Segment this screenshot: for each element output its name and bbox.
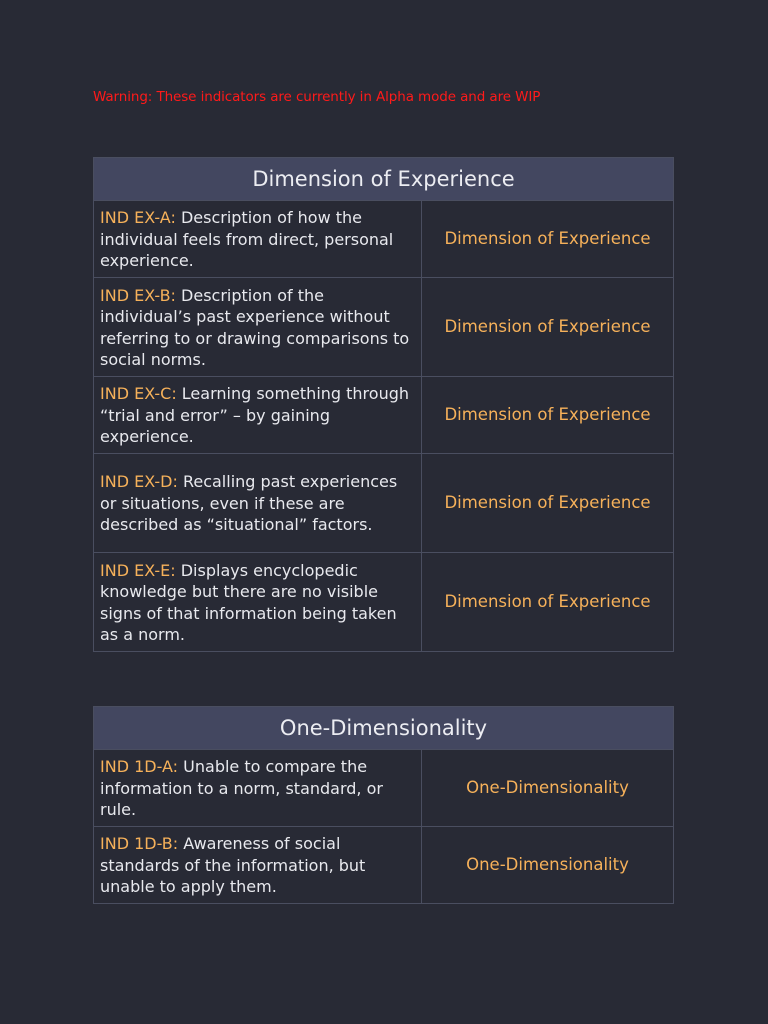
table-row: [94, 750, 674, 827]
table-title: One-Dimensionality: [94, 707, 674, 750]
indicator-category: Dimension of Experience: [422, 454, 674, 553]
table-row: [94, 454, 674, 553]
experience-indicator-table: [93, 157, 674, 652]
indicator-description: [94, 454, 422, 553]
indicator-description: [94, 278, 422, 377]
indicator-description: [94, 201, 422, 278]
indicator-text: Awareness of social standards of the information, but unable to apply them.: [100, 834, 366, 897]
indicator-text: Displays encyclopedic knowledge but there are no visible signs of that information being taken as a norm.: [100, 560, 397, 644]
table-row: [94, 201, 674, 278]
indicator-code: IND EX-C:: [100, 384, 177, 404]
indicator-code: IND 1D-A:: [100, 757, 179, 777]
indicator-code: IND EX-E:: [100, 560, 176, 580]
indicator-code: IND EX-A:: [100, 208, 176, 228]
indicator-code: IND 1D-B:: [100, 834, 179, 854]
indicator-category: Dimension of Experience: [422, 553, 674, 652]
indicator-description: [94, 377, 422, 454]
indicator-category: One-Dimensionality: [422, 750, 674, 827]
indicator-text: Learning something through “trial and error” – by gaining experience.: [100, 384, 410, 447]
table-row: [94, 827, 674, 904]
indicator-description: [94, 750, 422, 827]
indicator-category: One-Dimensionality: [422, 827, 674, 904]
table-row: [94, 553, 674, 652]
indicator-category: Dimension of Experience: [422, 201, 674, 278]
indicator-text: Description of the individual’s past experience without referring to or drawing comparisons to social norms.: [100, 285, 410, 369]
table-row: [94, 278, 674, 377]
indicator-text: Unable to compare the information to a norm, standard, or rule.: [100, 757, 383, 820]
indicator-text: Recalling past experiences or situations, even if these are described as “situational” factors.: [100, 472, 398, 535]
table-row: [94, 377, 674, 454]
indicator-code: IND EX-D:: [100, 472, 178, 492]
indicator-category: Dimension of Experience: [422, 377, 674, 454]
indicator-category: Dimension of Experience: [422, 278, 674, 377]
indicator-description: [94, 553, 422, 652]
one-dimensionality-indicator-table: [93, 706, 674, 904]
indicator-description: [94, 827, 422, 904]
indicator-text: Description of how the individual feels from direct, personal experience.: [100, 208, 394, 271]
indicator-code: IND EX-B:: [100, 285, 176, 305]
table-title: Dimension of Experience: [94, 158, 674, 201]
alpha-warning: Warning: These indicators are currently in Alpha mode and are WIP: [93, 89, 541, 105]
